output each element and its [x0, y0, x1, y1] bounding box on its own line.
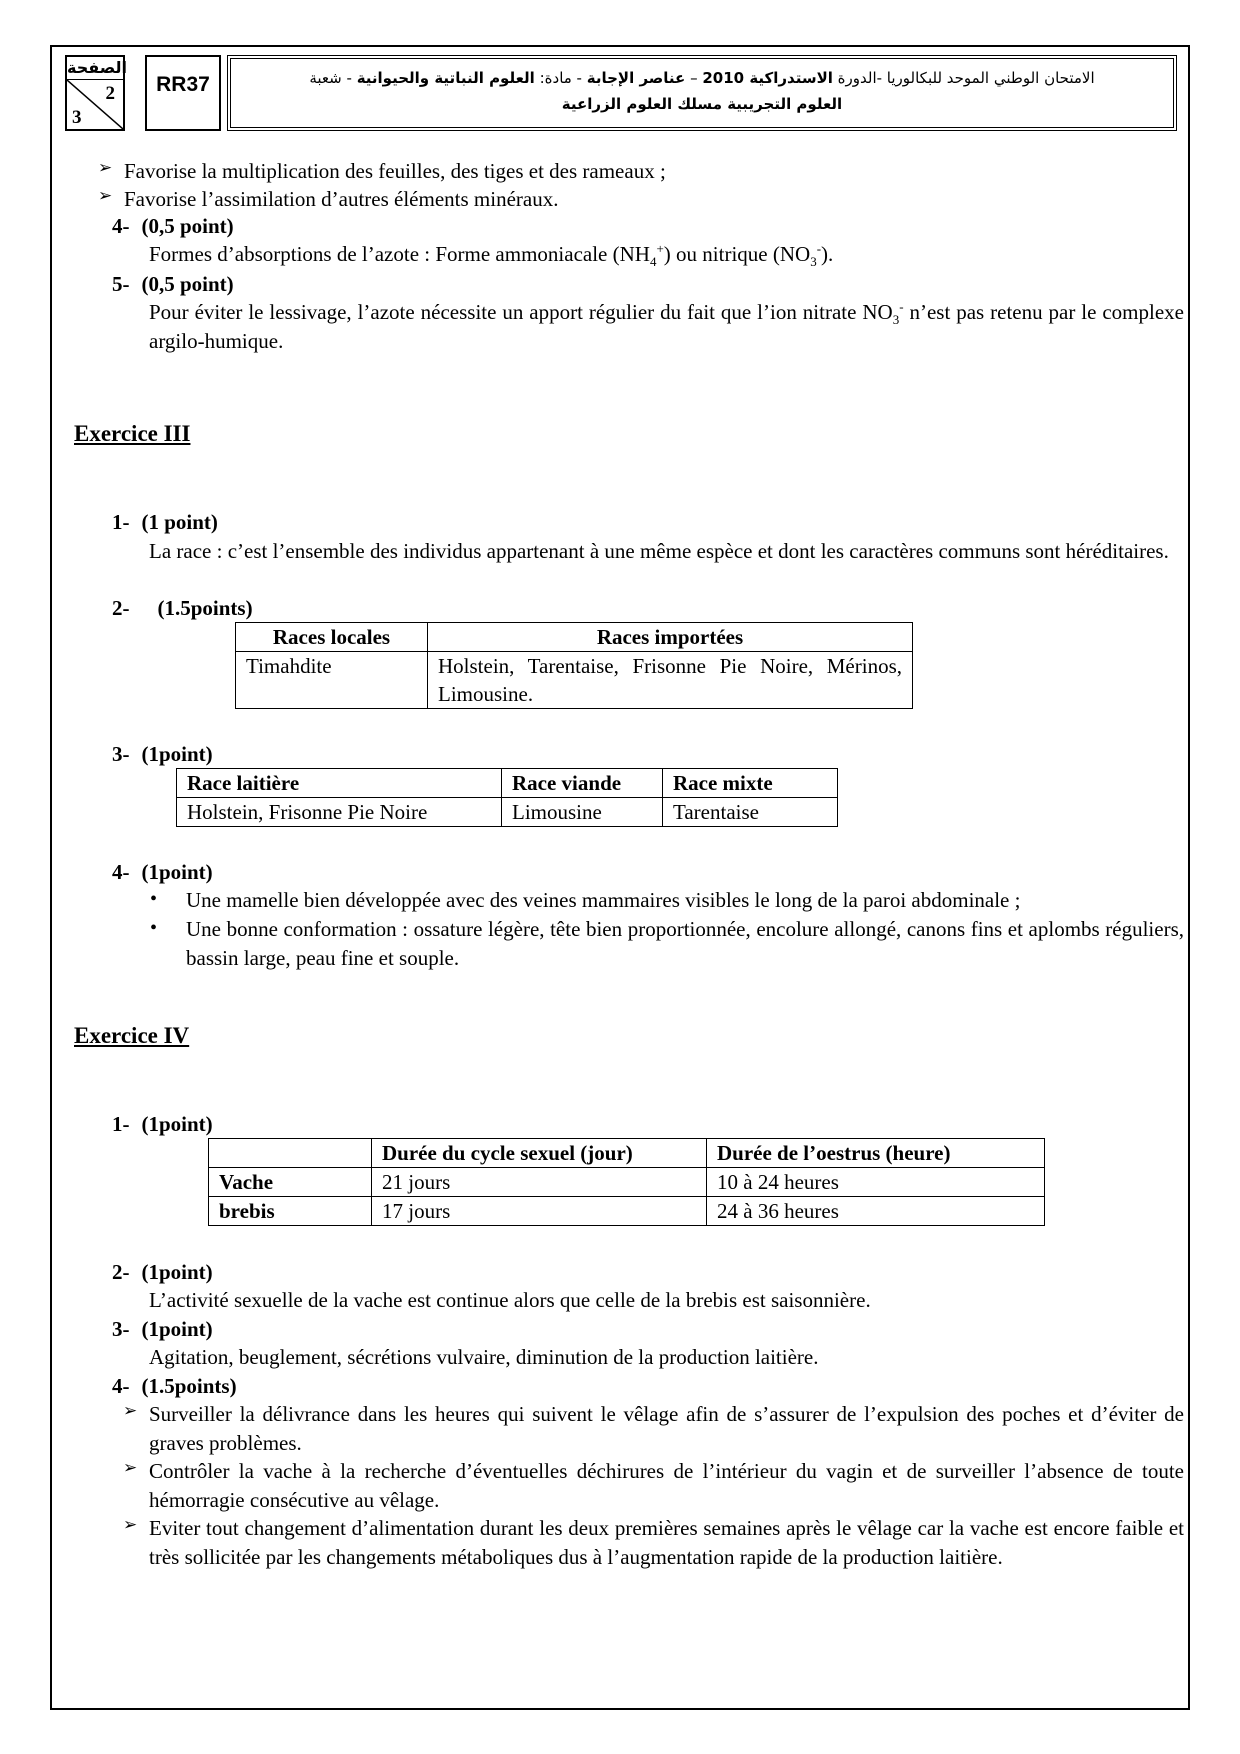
question-points: (1.5points)	[157, 596, 253, 620]
bullet-text: Eviter tout changement d’alimentation durant les deux premières semaines après le vêlage car la vache est encore faible et très sollicitée par les changements métaboliques dus à l’augmentation rapide de la production laitière.	[149, 1516, 1184, 1569]
arrow-bullet-icon: ➢	[98, 186, 113, 206]
bullet-text: Favorise l’assimilation d’autres éléments minéraux.	[124, 187, 559, 211]
list-item	[123, 1400, 1184, 1458]
bullet-text: Favorise la multiplication des feuilles, des tiges et des rameaux ;	[124, 159, 666, 183]
arrow-bullet-icon: ➢	[123, 1458, 138, 1478]
bullet-dot-icon: •	[150, 917, 158, 939]
title-part: العلوم النباتية والحيوانية	[356, 69, 535, 87]
title-part: –	[685, 69, 703, 87]
page-total: 3	[72, 107, 82, 128]
ex4-question-1	[112, 1110, 213, 1139]
table-cell: Limousine	[502, 798, 663, 827]
question-number: 3-	[112, 742, 130, 766]
table-header: Race viande	[502, 769, 663, 798]
question-4	[112, 212, 234, 241]
title-part: - شعبة	[309, 69, 357, 87]
table-cell: Tarentaise	[663, 798, 838, 827]
table-cell: 21 jours	[372, 1168, 707, 1197]
subscript: 4	[649, 254, 657, 270]
question-points: (0,5 point)	[141, 214, 234, 238]
answer-text: La race : c’est l’ensemble des individus appartenant à une même espèce et dont les caractères communs sont héréditaires.	[149, 539, 1169, 563]
ex3-question-1	[112, 508, 218, 537]
page-number-box	[65, 55, 128, 131]
arrow-bullet-icon: ➢	[98, 158, 113, 178]
table-header: Race laitière	[177, 769, 502, 798]
text-part: ).	[821, 242, 834, 266]
ex4-question-2	[112, 1258, 213, 1287]
title-part: عناصر الإجابة	[586, 69, 686, 87]
cycle-table	[208, 1138, 1045, 1226]
table-cell: Holstein, Tarentaise, Frisonne Pie Noire, Mérinos, Limousine.	[428, 652, 913, 709]
question-points: (1point)	[141, 860, 213, 884]
subscript: 3	[810, 254, 817, 270]
answer-text: L’activité sexuelle de la vache est continue alors que celle de la brebis est saisonnière.	[149, 1288, 871, 1312]
title-part: - مادة:	[534, 69, 587, 87]
ex3-question-4	[112, 858, 213, 887]
table-cell: Holstein, Frisonne Pie Noire	[177, 798, 502, 827]
question-points: (1point)	[141, 1317, 213, 1341]
table-header: Race mixte	[663, 769, 838, 798]
superscript: +	[656, 241, 664, 256]
list-item	[123, 1457, 1184, 1515]
table-header: Durée de l’oestrus (heure)	[707, 1139, 1045, 1168]
text-part: ) ou nitrique (NO	[663, 242, 811, 266]
bullet-text: Une mamelle bien développée avec des veines mammaires visibles le long de la paroi abdominale ;	[186, 888, 1021, 912]
page-number: 2	[105, 83, 115, 104]
table-header: Durée du cycle sexuel (jour)	[372, 1139, 707, 1168]
exam-title-line1	[231, 65, 1173, 91]
table-header: Races locales	[236, 623, 428, 652]
list-item	[98, 185, 1184, 214]
table-header	[209, 1139, 372, 1168]
exercise-4-title: Exercice IV	[74, 1023, 190, 1048]
question-number: 4-	[112, 214, 130, 238]
arrow-bullet-icon: ➢	[123, 1401, 138, 1421]
exercise-3-title: Exercice III	[74, 421, 191, 446]
table-cell: Timahdite	[236, 652, 428, 709]
superscript: -	[899, 299, 904, 314]
table-header: Races importées	[428, 623, 913, 652]
list-item	[123, 1514, 1184, 1572]
text-part: Formes d’absorptions de l’azote : Forme ammoniacale (NH	[149, 242, 650, 266]
exam-title-line2: العلوم التجريبية مسلك العلوم الزراعية	[561, 95, 843, 113]
header	[65, 55, 1177, 131]
question-points: (1point)	[141, 742, 213, 766]
table-cell: 17 jours	[372, 1197, 707, 1226]
bullet-text: Surveiller la délivrance dans les heures qui suivent le vêlage afin de s’assurer de l’expulsion des poches et d’éviter de graves problèmes.	[149, 1402, 1184, 1455]
question-number: 2-	[112, 596, 130, 620]
question-points: (1.5points)	[141, 1374, 237, 1398]
question-number: 4-	[112, 1374, 130, 1398]
bullet-text: Contrôler la vache à la recherche d’éventuelles déchirures de l’intérieur du vagin et de surveiller l’absence de toute hémorragie consécutive au vêlage.	[149, 1459, 1184, 1512]
question-number: 1-	[112, 1112, 130, 1136]
subscript: 3	[892, 312, 900, 328]
races-table	[235, 622, 913, 709]
text-part: Pour éviter le lessivage, l’azote nécessite un apport régulier du fait que l’ion nitrate NO	[149, 300, 893, 324]
answer-text	[149, 298, 1184, 356]
exam-title	[227, 55, 1177, 131]
question-number: 5-	[112, 272, 130, 296]
table-cell: 24 à 36 heures	[707, 1197, 1045, 1226]
ex4-question-3	[112, 1315, 213, 1344]
arrow-bullet-icon: ➢	[123, 1515, 138, 1535]
answer-text: Agitation, beuglement, sécrétions vulvaire, diminution de la production laitière.	[149, 1345, 819, 1369]
question-points: (1point)	[141, 1112, 213, 1136]
title-part: الامتحان الوطني الموحد للبكالوريا -الدورة	[832, 69, 1095, 87]
question-number: 2-	[112, 1260, 130, 1284]
exam-code: RR37	[145, 55, 221, 131]
question-5	[112, 270, 234, 299]
ex3-question-3	[112, 740, 213, 769]
question-number: 3-	[112, 1317, 130, 1341]
table-cell: 10 à 24 heures	[707, 1168, 1045, 1197]
question-points: (0,5 point)	[141, 272, 234, 296]
question-number: 4-	[112, 860, 130, 884]
question-points: (1point)	[141, 1260, 213, 1284]
ex3-question-2	[112, 594, 253, 623]
table-cell: brebis	[209, 1197, 372, 1226]
race-type-table	[176, 768, 838, 827]
title-part: الاستدراكية 2010	[702, 69, 833, 87]
list-item	[98, 157, 1184, 186]
page-label: الصفحة	[67, 57, 123, 80]
table-cell: Vache	[209, 1168, 372, 1197]
superscript: -	[816, 241, 822, 256]
ex4-question-4	[112, 1372, 237, 1401]
bullet-dot-icon: •	[150, 888, 158, 910]
question-points: (1 point)	[141, 510, 218, 534]
question-number: 1-	[112, 510, 130, 534]
answer-text	[149, 240, 1184, 269]
text-part: n’est pas retenu par le complexe argilo-humique.	[149, 300, 1184, 353]
bullet-text: Une bonne conformation : ossature légère, tête bien proportionnée, encolure allongé, canons fins et aplombs réguliers, bassin large, peau fine et souple.	[186, 917, 1184, 970]
